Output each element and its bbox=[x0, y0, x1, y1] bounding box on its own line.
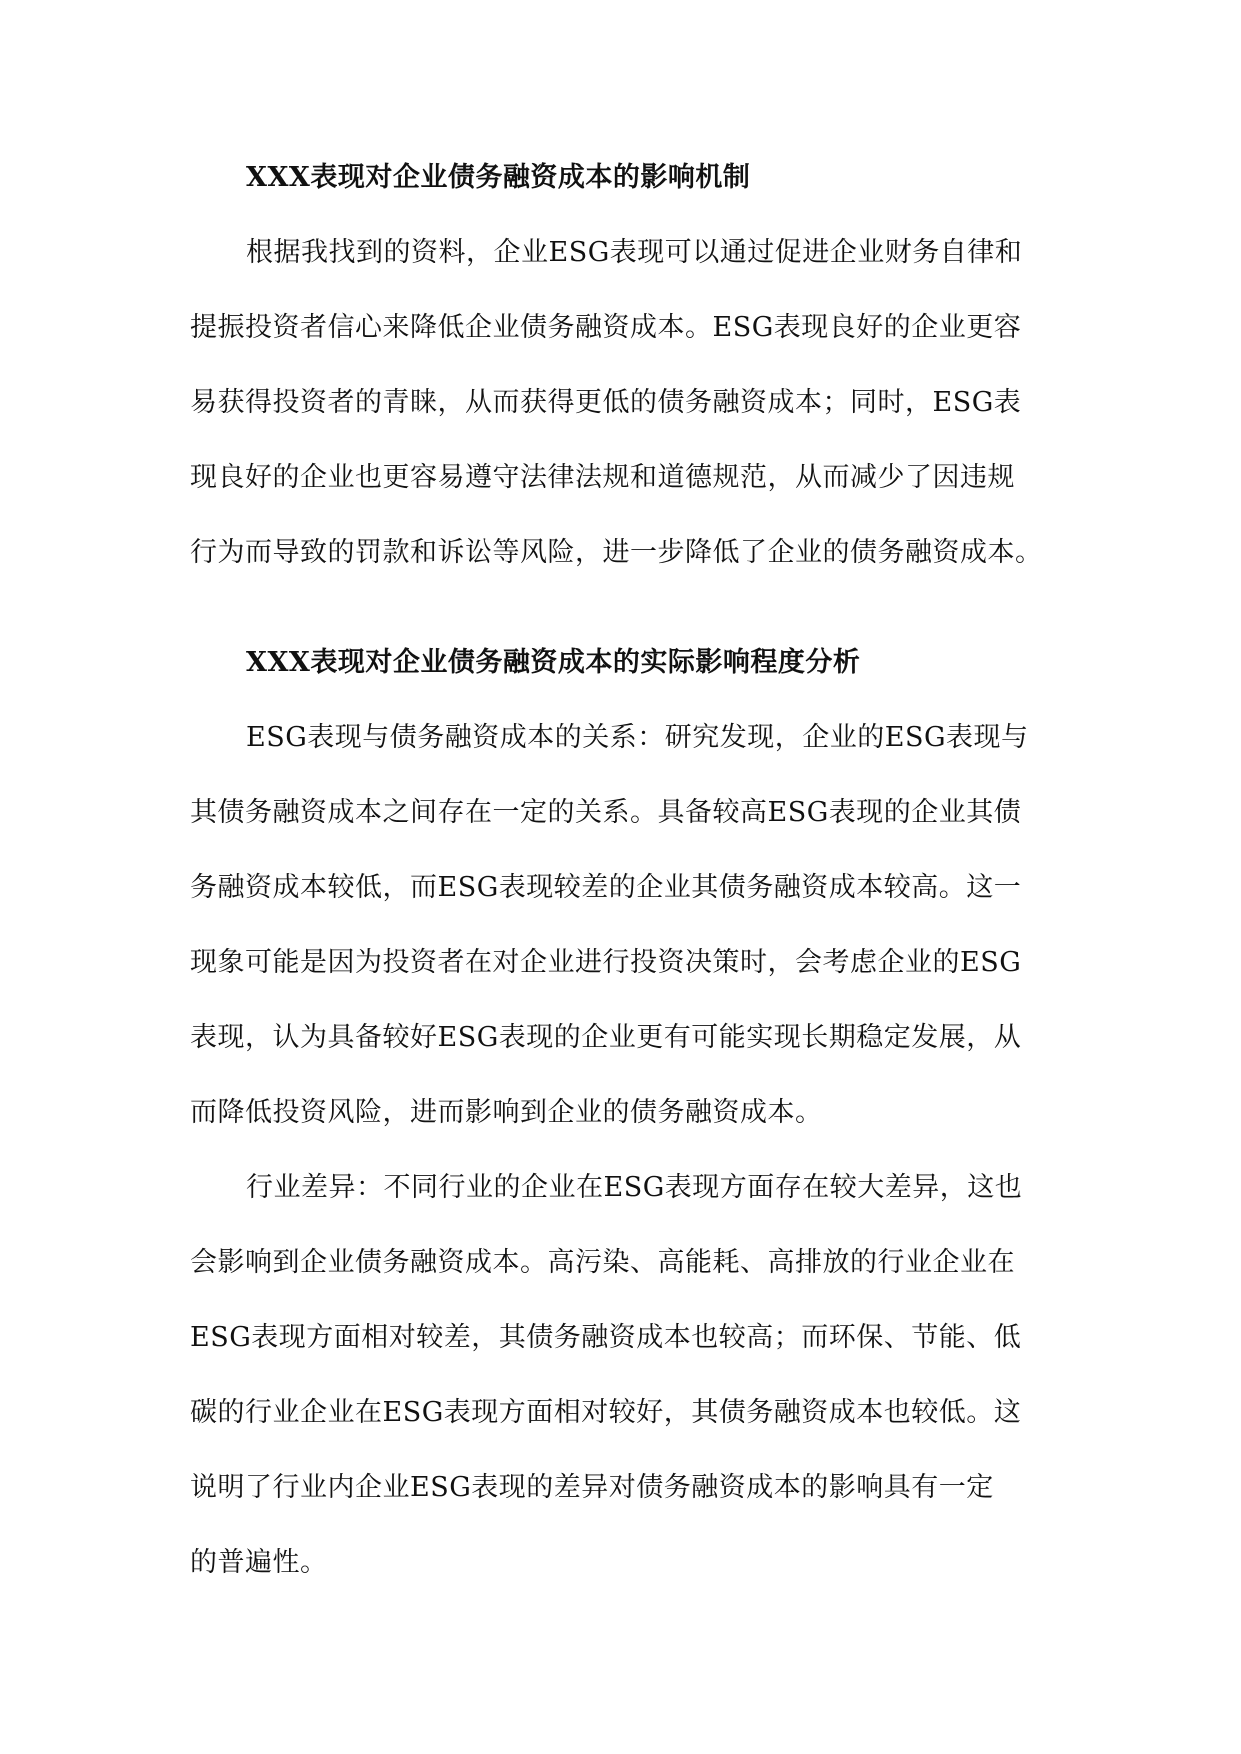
section2-para2-line-3: ESG表现方面相对较差，其债务融资成本也较高；而环保、节能、低 bbox=[190, 1322, 1022, 1353]
section2-para1-line-4: 现象可能是因为投资者在对企业进行投资决策时，会考虑企业的ESG bbox=[190, 947, 1022, 978]
section2-para2-line-6: 的普遍性。 bbox=[190, 1547, 328, 1578]
section1-heading: XXX表现对企业债务融资成本的影响机制 bbox=[246, 162, 751, 193]
section1-line-3: 易获得投资者的青睐，从而获得更低的债务融资成本；同时，ESG表 bbox=[190, 387, 1022, 418]
section2-para2-line-2: 会影响到企业债务融资成本。高污染、高能耗、高排放的行业企业在 bbox=[190, 1247, 1015, 1278]
section2-para2-line-5: 说明了行业内企业ESG表现的差异对债务融资成本的影响具有一定 bbox=[190, 1472, 994, 1503]
section2-para1-line-2: 其债务融资成本之间存在一定的关系。具备较高ESG表现的企业其债 bbox=[190, 797, 1022, 828]
section2-para1-line-6: 而降低投资风险，进而影响到企业的债务融资成本。 bbox=[190, 1097, 823, 1128]
section1-line-1: 根据我找到的资料，企业ESG表现可以通过促进企业财务自律和 bbox=[246, 237, 1023, 268]
section2-para2-line-4: 碳的行业企业在ESG表现方面相对较好，其债务融资成本也较低。这 bbox=[190, 1397, 1022, 1428]
section2-heading: XXX表现对企业债务融资成本的实际影响程度分析 bbox=[246, 647, 861, 678]
section1-line-5: 行为而导致的罚款和诉讼等风险，进一步降低了企业的债务融资成本。 bbox=[190, 537, 1043, 568]
section1-line-4: 现良好的企业也更容易遵守法律法规和道德规范，从而减少了因违规 bbox=[190, 462, 1015, 493]
section2-para1-line-3: 务融资成本较低，而ESG表现较差的企业其债务融资成本较高。这一 bbox=[190, 872, 1022, 903]
section1-line-2: 提振投资者信心来降低企业债务融资成本。ESG表现良好的企业更容 bbox=[190, 312, 1022, 343]
section2-para1-line-5: 表现，认为具备较好ESG表现的企业更有可能实现长期稳定发展，从 bbox=[190, 1022, 1022, 1053]
section2-para2-line-1: 行业差异：不同行业的企业在ESG表现方面存在较大差异，这也 bbox=[246, 1172, 1023, 1203]
section2-para1-line-1: ESG表现与债务融资成本的关系：研究发现，企业的ESG表现与 bbox=[246, 722, 1029, 753]
